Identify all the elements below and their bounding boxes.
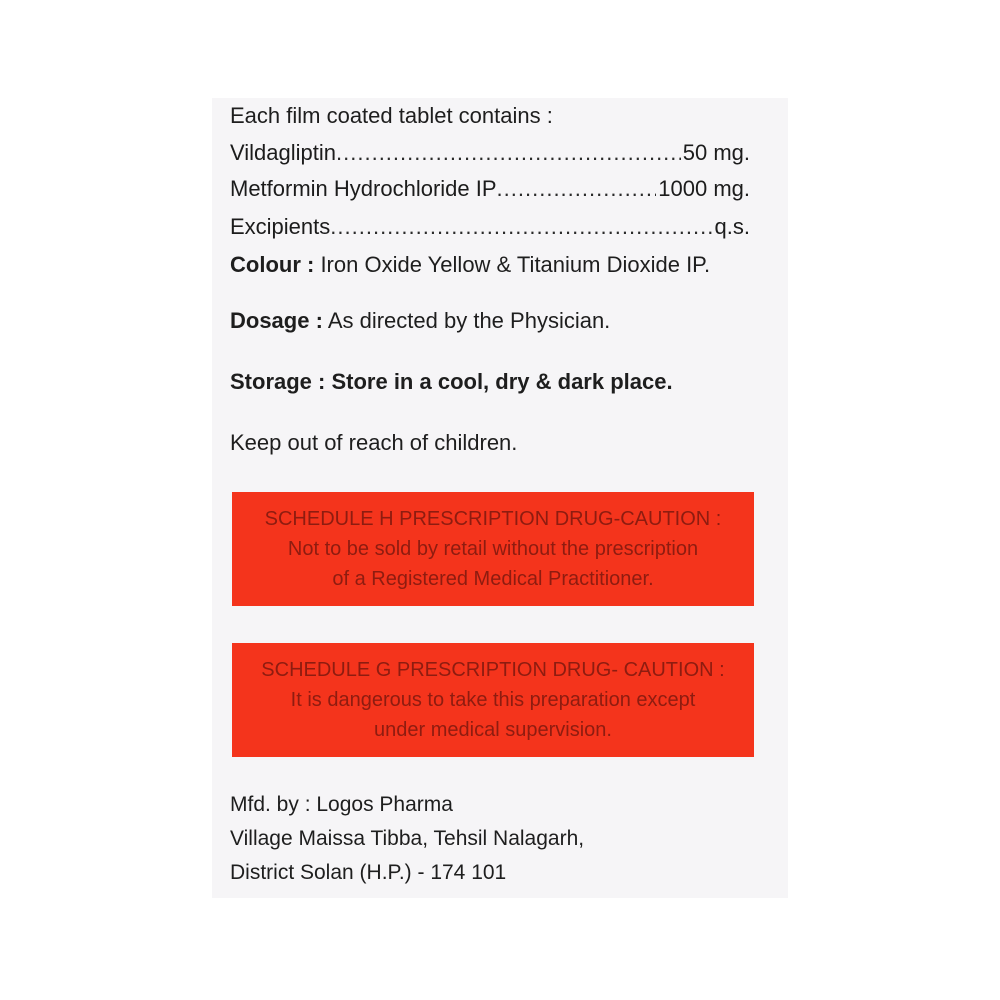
schedule-h-text: of a Registered Medical Practitioner. <box>332 568 654 590</box>
schedule-g-title: SCHEDULE G PRESCRIPTION DRUG- CAUTION : <box>261 659 725 681</box>
schedule-g-text: It is dangerous to take this preparation except <box>290 689 696 711</box>
ingredient-name: Metformin Hydrochloride IP <box>230 176 497 201</box>
leader-dots <box>336 140 681 166</box>
colour-label: Colour : <box>230 252 315 277</box>
leader-dots <box>497 176 657 202</box>
manufacturer-address: District Solan (H.P.) - 174 101 <box>230 861 507 884</box>
schedule-g-text: under medical supervision. <box>374 719 612 741</box>
schedule-h-title: SCHEDULE H PRESCRIPTION DRUG-CAUTION : <box>264 508 722 530</box>
children-warning: Keep out of reach of children. <box>230 430 518 455</box>
ingredient-amount: 1000 mg. <box>658 176 750 201</box>
ingredient-excipients <box>230 214 750 240</box>
ingredient-vildagliptin <box>230 140 750 166</box>
dosage-value: As directed by the Physician. <box>322 308 611 333</box>
colour-line <box>230 252 710 278</box>
dosage-line <box>230 308 610 334</box>
schedule-h-caution-box <box>232 492 754 606</box>
manufacturer-name: Mfd. by : Logos Pharma <box>230 793 453 816</box>
ingredient-metformin <box>230 176 750 202</box>
schedule-g-caution-box <box>232 643 754 757</box>
storage-line <box>230 369 673 395</box>
colour-value: Iron Oxide Yellow & Titanium Dioxide IP. <box>314 252 711 277</box>
storage-value: Store in a cool, dry & dark place. <box>325 369 673 394</box>
storage-label: Storage : <box>230 369 326 394</box>
ingredient-amount: q.s. <box>714 214 750 239</box>
composition-heading: Each film coated tablet contains : <box>230 103 553 128</box>
schedule-h-text: Not to be sold by retail without the prescription <box>287 538 699 560</box>
dosage-label: Dosage : <box>230 308 323 333</box>
leader-dots <box>330 214 712 240</box>
ingredient-name: Vildagliptin <box>230 140 337 165</box>
ingredient-amount: 50 mg. <box>682 140 750 165</box>
manufacturer-address: Village Maissa Tibba, Tehsil Nalagarh, <box>230 827 585 850</box>
ingredient-name: Excipients <box>230 214 331 239</box>
manufacturer-block <box>230 788 584 890</box>
